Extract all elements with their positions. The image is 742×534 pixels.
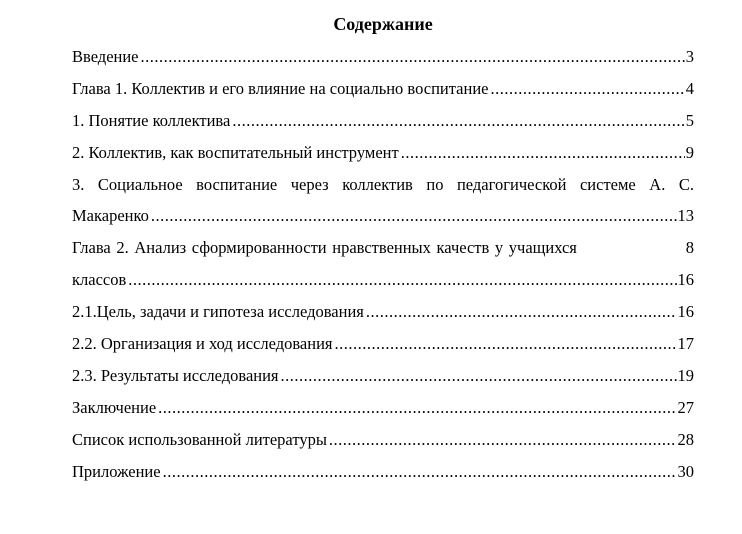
toc-entry <box>72 427 694 459</box>
toc-entry-continuation <box>72 203 694 235</box>
toc-leader-dots <box>335 331 677 357</box>
toc-entry-text: Приложение <box>72 461 161 481</box>
toc-entry-text: 2.2. Организация и ход исследования <box>72 334 333 354</box>
toc-leader-dots <box>128 267 676 293</box>
toc-entry <box>72 299 694 331</box>
toc-entry <box>72 140 694 172</box>
toc-entry <box>72 459 694 491</box>
toc-entry-page: 3 <box>685 47 694 66</box>
toc-entry <box>72 76 694 108</box>
toc-entry-text: Макаренко <box>72 206 149 226</box>
toc-entry-text: Глава 1. Коллектив и его влияние на социально воспитание <box>72 78 489 98</box>
toc-entry <box>72 108 694 140</box>
toc-leader-dots <box>366 299 677 325</box>
toc-entry-text: Глава 2. Анализ сформированности нравственных качеств у учащихся <box>72 238 577 258</box>
toc-entry-first-line <box>72 172 694 204</box>
toc-entry-text: классов <box>72 270 127 290</box>
toc-list <box>72 44 694 490</box>
toc-entry-page: 13 <box>677 206 694 226</box>
toc-entry <box>72 395 694 427</box>
toc-entry-page: 30 <box>677 461 694 481</box>
toc-leader-dots <box>158 395 676 421</box>
toc-entry-extra: 8 <box>685 238 694 258</box>
toc-entry-continuation <box>72 267 694 299</box>
toc-entry <box>72 363 694 395</box>
toc-leader-dots <box>490 76 684 102</box>
toc-leader-dots <box>232 108 684 134</box>
toc-leader-dots <box>163 459 677 485</box>
toc-entry-text: Введение <box>72 47 139 66</box>
toc-leader-dots <box>151 203 677 229</box>
toc-entry-page: 16 <box>677 302 694 322</box>
toc-entry-first-line <box>72 235 694 267</box>
toc-leader-dots <box>141 44 685 70</box>
toc-entry <box>72 44 694 76</box>
toc-leader-dots <box>281 363 677 389</box>
toc-entry-text: Заключение <box>72 397 157 417</box>
toc-entry-page: 27 <box>677 397 694 417</box>
toc-entry-page: 16 <box>677 270 694 290</box>
toc-entry-text: 1. Понятие коллектива <box>72 110 231 130</box>
toc-entry <box>72 331 694 363</box>
toc-title: Содержание <box>333 14 433 34</box>
toc-entry-page: 19 <box>677 365 694 385</box>
toc-entry-text: 2.1.Цель, задачи и гипотеза исследования <box>72 302 364 322</box>
toc-entry-page: 9 <box>685 142 694 162</box>
toc-entry-page: 17 <box>677 334 694 354</box>
toc-entry-text: Список использованной литературы <box>72 429 327 449</box>
toc-entry-page: 5 <box>685 110 694 130</box>
toc-entry-text: 2.3. Результаты исследования <box>72 365 279 385</box>
toc-entry-text: 3. Социальное воспитание через коллектив по педагогической системе А. С. <box>72 174 694 194</box>
toc-leader-dots <box>329 427 677 453</box>
toc-entry-page: 4 <box>685 78 694 98</box>
toc-entry-page: 28 <box>677 429 694 449</box>
toc-entry-text: 2. Коллектив, как воспитательный инструмент <box>72 142 399 162</box>
toc-leader-dots <box>401 140 685 166</box>
